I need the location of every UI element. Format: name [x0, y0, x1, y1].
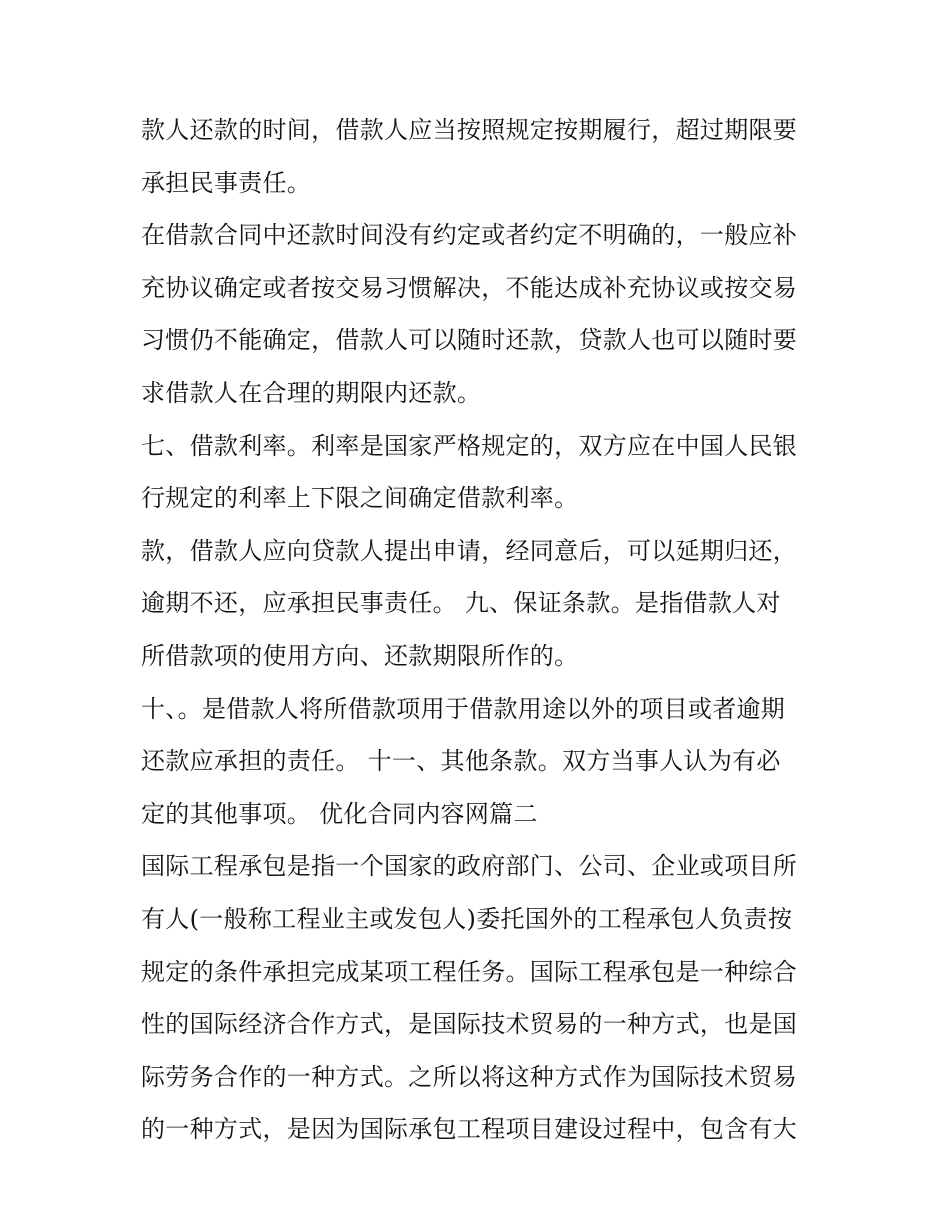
- text-line: 逾期不还，应承担民事责任。 九、保证条款。是指借款人对: [141, 589, 781, 618]
- text-line: 性的国际经济合作方式，是国际技术贸易的一种方式，也是国: [141, 1010, 798, 1039]
- text-line: 习惯仍不能确定，借款人可以随时还款，贷款人也可以随时要: [141, 326, 798, 355]
- text-line: 在借款合同中还款时间没有约定或者约定不明确的，一般应补: [141, 221, 798, 250]
- text-line: 所借款项的使用方向、还款期限所作的。: [141, 641, 579, 670]
- text-line: 十、。是借款人将所借款项用于借款用途以外的项目或者逾期: [141, 694, 786, 723]
- text-line: 款人还款的时间，借款人应当按照规定按期履行，超过期限要: [141, 116, 798, 144]
- text-line: 有人(一般称工程业主或发包人)委托国外的工程承包人负责按: [141, 904, 793, 933]
- text-line: 际劳务合作的一种方式。之所以将这种方式作为国际技术贸易: [141, 1062, 798, 1091]
- text-line: 款，借款人应向贷款人提出申请，经同意后，可以延期归还，: [141, 536, 798, 565]
- text-line: 求借款人在合理的期限内还款。: [141, 378, 482, 407]
- text-line: 行规定的利率上下限之间确定借款利率。: [141, 484, 579, 513]
- text-line: 承担民事责任。: [141, 168, 312, 197]
- text-line: 定的其他事项。 优化合同内容网篇二: [141, 799, 538, 828]
- text-line: 的一种方式，是因为国际承包工程项目建设过程中，包含有大: [141, 1115, 798, 1144]
- document-body: [141, 104, 821, 1156]
- text-line: 国际工程承包是指一个国家的政府部门、公司、企业或项目所: [141, 852, 798, 881]
- text-line: 充协议确定或者按交易习惯解决，不能达成补充协议或按交易: [141, 273, 798, 302]
- text-line: 七、借款利率。利率是国家严格规定的，双方应在中国人民银: [141, 431, 798, 460]
- text-line: 还款应承担的责任。 十一、其他条款。双方当事人认为有必: [141, 747, 781, 776]
- text-line: 规定的条件承担完成某项工程任务。国际工程承包是一种综合: [141, 957, 798, 986]
